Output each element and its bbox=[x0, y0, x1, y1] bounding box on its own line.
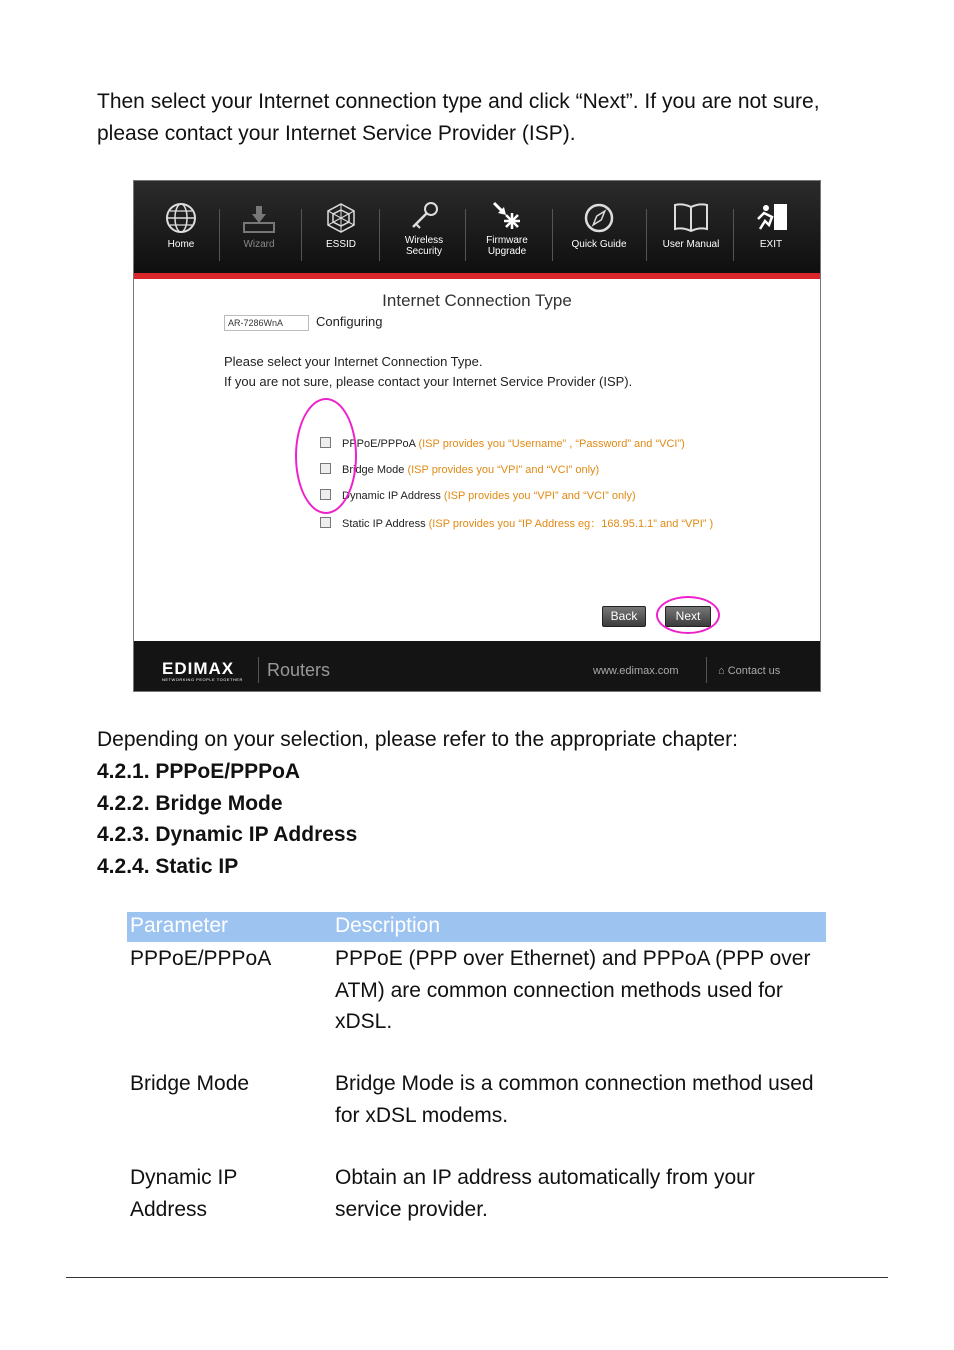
checkbox-highlight-ring bbox=[295, 398, 357, 514]
book-icon bbox=[671, 201, 711, 235]
table-cell-param: Bridge Mode bbox=[130, 1072, 250, 1095]
table-cell-param: PPPoE/PPPoA bbox=[130, 947, 272, 970]
parameter-table bbox=[127, 912, 826, 1221]
router-screenshot bbox=[133, 180, 821, 692]
nav-quick-guide[interactable]: Quick Guide bbox=[566, 201, 632, 271]
home-icon: ⌂ bbox=[718, 665, 725, 677]
panel-title: Internet Connection Type bbox=[382, 291, 572, 310]
upgrade-icon bbox=[490, 201, 524, 231]
table-cell-desc: PPPoE (PPP over Ethernet) and PPPoA (PPP over ATM) are common connection methods used for xDSL. bbox=[335, 947, 811, 1033]
header-parameter: Parameter bbox=[130, 914, 229, 937]
nav-user-manual[interactable]: User Manual bbox=[658, 201, 724, 271]
nav-accent-line bbox=[134, 273, 820, 279]
chapter-item: 4.2.3. Dynamic IP Address bbox=[97, 823, 358, 846]
nav-wireless-security[interactable]: Wireless Security bbox=[396, 201, 452, 271]
model-name-box: AR-7286WnA bbox=[224, 315, 309, 331]
nav-wizard[interactable]: Wizard bbox=[234, 201, 284, 271]
page-footer-rule bbox=[66, 1277, 888, 1278]
compass-icon bbox=[582, 201, 616, 235]
table-header bbox=[127, 912, 826, 942]
table-cell-desc: Obtain an IP address automatically from your service provider. bbox=[335, 1166, 755, 1221]
instruction-line-2: If you are not sure, please contact your Internet Service Provider (ISP). bbox=[224, 374, 633, 389]
wizard-icon bbox=[239, 201, 279, 235]
key-icon bbox=[407, 201, 441, 231]
web-icon bbox=[324, 201, 358, 235]
header-description: Description bbox=[335, 914, 441, 937]
chapter-item: 4.2.2. Bridge Mode bbox=[97, 791, 283, 815]
globe-icon bbox=[164, 201, 198, 235]
option-bridge[interactable]: Bridge Mode (ISP provides you “VPI” and “VCI” only) bbox=[320, 463, 599, 476]
option-static-ip[interactable]: Static IP Address (ISP provides you “IP Address eg：168.95.1.1” and “VPI” ) bbox=[320, 515, 713, 531]
chapter-list bbox=[97, 756, 357, 882]
product-label: Routers bbox=[267, 660, 331, 680]
next-button[interactable]: Next bbox=[665, 606, 711, 627]
table-cell-param: Dynamic IP Address bbox=[130, 1166, 237, 1221]
nav-firmware-upgrade[interactable]: Firmware Upgrade bbox=[479, 201, 535, 271]
top-nav-bar bbox=[134, 181, 820, 279]
table-cell-desc: Bridge Mode is a common connection method used for xDSL modems. bbox=[335, 1072, 814, 1127]
instruction-line-1: Please select your Internet Connection Type. bbox=[224, 354, 483, 369]
nav-essid[interactable]: ESSID bbox=[316, 201, 366, 271]
intro-paragraph: Then select your Internet connection type and click “Next”. If you are not sure, please contact your Internet Service Provider (ISP). bbox=[97, 90, 820, 145]
status-text: Configuring bbox=[316, 314, 383, 329]
logo-tagline: NETWORKING PEOPLE TOGETHER bbox=[162, 677, 243, 682]
chapter-item: 4.2.1. PPPoE/PPPoA bbox=[97, 760, 301, 783]
depending-paragraph: Depending on your selection, please refer to the appropriate chapter: bbox=[97, 728, 738, 751]
exit-icon bbox=[752, 201, 790, 235]
website-link[interactable]: www.edimax.com bbox=[593, 665, 679, 677]
static-ip-checkbox[interactable] bbox=[320, 517, 331, 528]
option-pppoe[interactable]: PPPoE/PPPoA (ISP provides you “Username” , “Password” and “VCI”) bbox=[320, 437, 685, 450]
edimax-logo: EDIMAX bbox=[162, 659, 235, 678]
contact-link[interactable]: ⌂ Contact us bbox=[718, 665, 781, 677]
next-highlight-ring bbox=[656, 596, 720, 634]
footer-bar bbox=[134, 641, 820, 692]
nav-home[interactable]: Home bbox=[156, 201, 206, 271]
option-dynamic-ip[interactable]: Dynamic IP Address (ISP provides you “VPI” and “VCI” only) bbox=[320, 489, 636, 502]
back-button[interactable]: Back bbox=[602, 606, 646, 627]
chapter-item: 4.2.4. Static IP bbox=[97, 854, 239, 878]
nav-exit[interactable]: EXIT bbox=[748, 201, 794, 271]
